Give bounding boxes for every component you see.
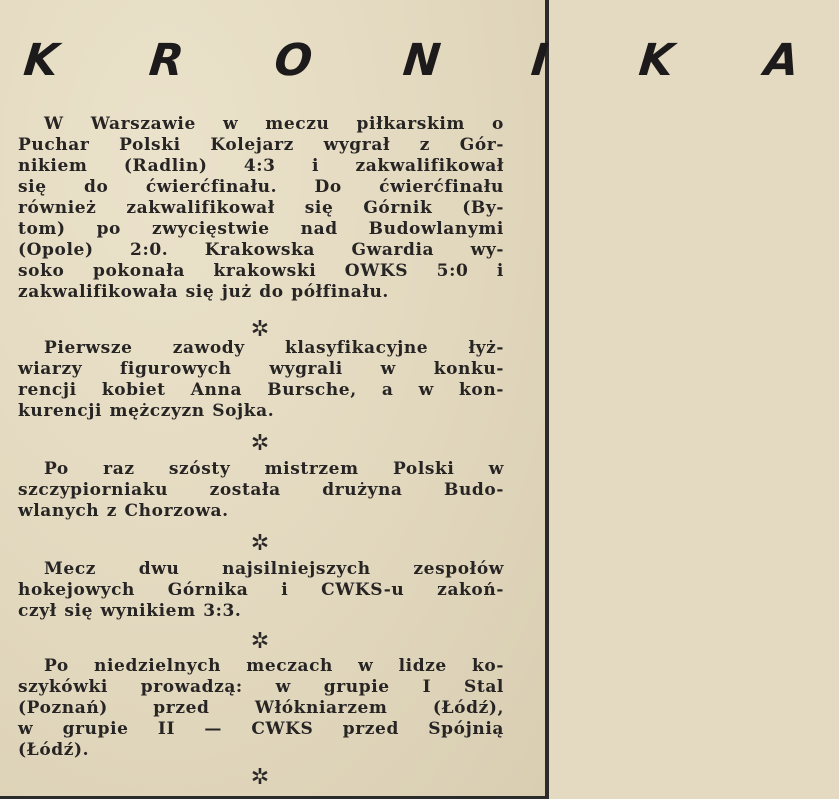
section-title: K R O N I K A [21,35,839,86]
separator-star-icon: ✲ [250,629,270,654]
text-line: wiarzy figurowych wygrali w konku- [18,359,504,379]
text-line: w grupie II — CWKS przed Spójnią [18,719,504,739]
text-line: (Łódź). [18,740,90,760]
text-line: (Poznań) przed Włókniarzem (Łódź), [18,698,504,718]
text-line: hokejowych Górnika i CWKS-u zakoń- [18,580,504,600]
separator-star-icon: ✲ [250,431,270,456]
separator-star-icon: ✲ [250,531,270,556]
text-line: (Opole) 2:0. Krakowska Gwardia wy- [18,240,504,260]
text-line: również zakwalifikował się Górnik (By- [18,198,504,218]
text-line: się do ćwierćfinału. Do ćwierćfinału [18,177,504,197]
article-paragraph [18,656,504,761]
separator-star-icon: ✲ [250,317,270,342]
article-paragraph [18,114,504,303]
text-line: czył się wynikiem 3:3. [18,601,242,621]
text-line: Puchar Polski Kolejarz wygrał z Gór- [18,135,504,155]
text-line: nikiem (Radlin) 4:3 i zakwalifikował [18,156,504,176]
text-line: Po raz szósty mistrzem Polski w [44,459,504,479]
text-line: rencji kobiet Anna Bursche, a w kon- [18,380,504,400]
text-line: W Warszawie w meczu piłkarskim o [44,114,504,134]
article-paragraph [18,459,504,522]
text-line: soko pokonała krakowski OWKS 5:0 i [18,261,504,281]
text-line: wlanych z Chorzowa. [18,501,229,521]
text-line: Mecz dwu najsilniejszych zespołów [44,559,504,579]
separator-star-icon: ✲ [250,765,270,790]
text-line: Po niedzielnych meczach w lidze ko- [44,656,504,676]
text-line: szczypiorniaku została drużyna Budo- [18,480,504,500]
text-line: tom) po zwycięstwie nad Budowlanymi [18,219,504,239]
text-line: Pierwsze zawody klasyfikacyjne łyż- [44,338,504,358]
article-paragraph [18,559,504,622]
text-line: szykówki prowadzą: w grupie I Stal [18,677,504,697]
text-line: kurencji mężczyzn Sojka. [18,401,275,421]
article-paragraph [18,338,504,422]
text-line: zakwalifikowała się już do półfinału. [18,282,389,302]
